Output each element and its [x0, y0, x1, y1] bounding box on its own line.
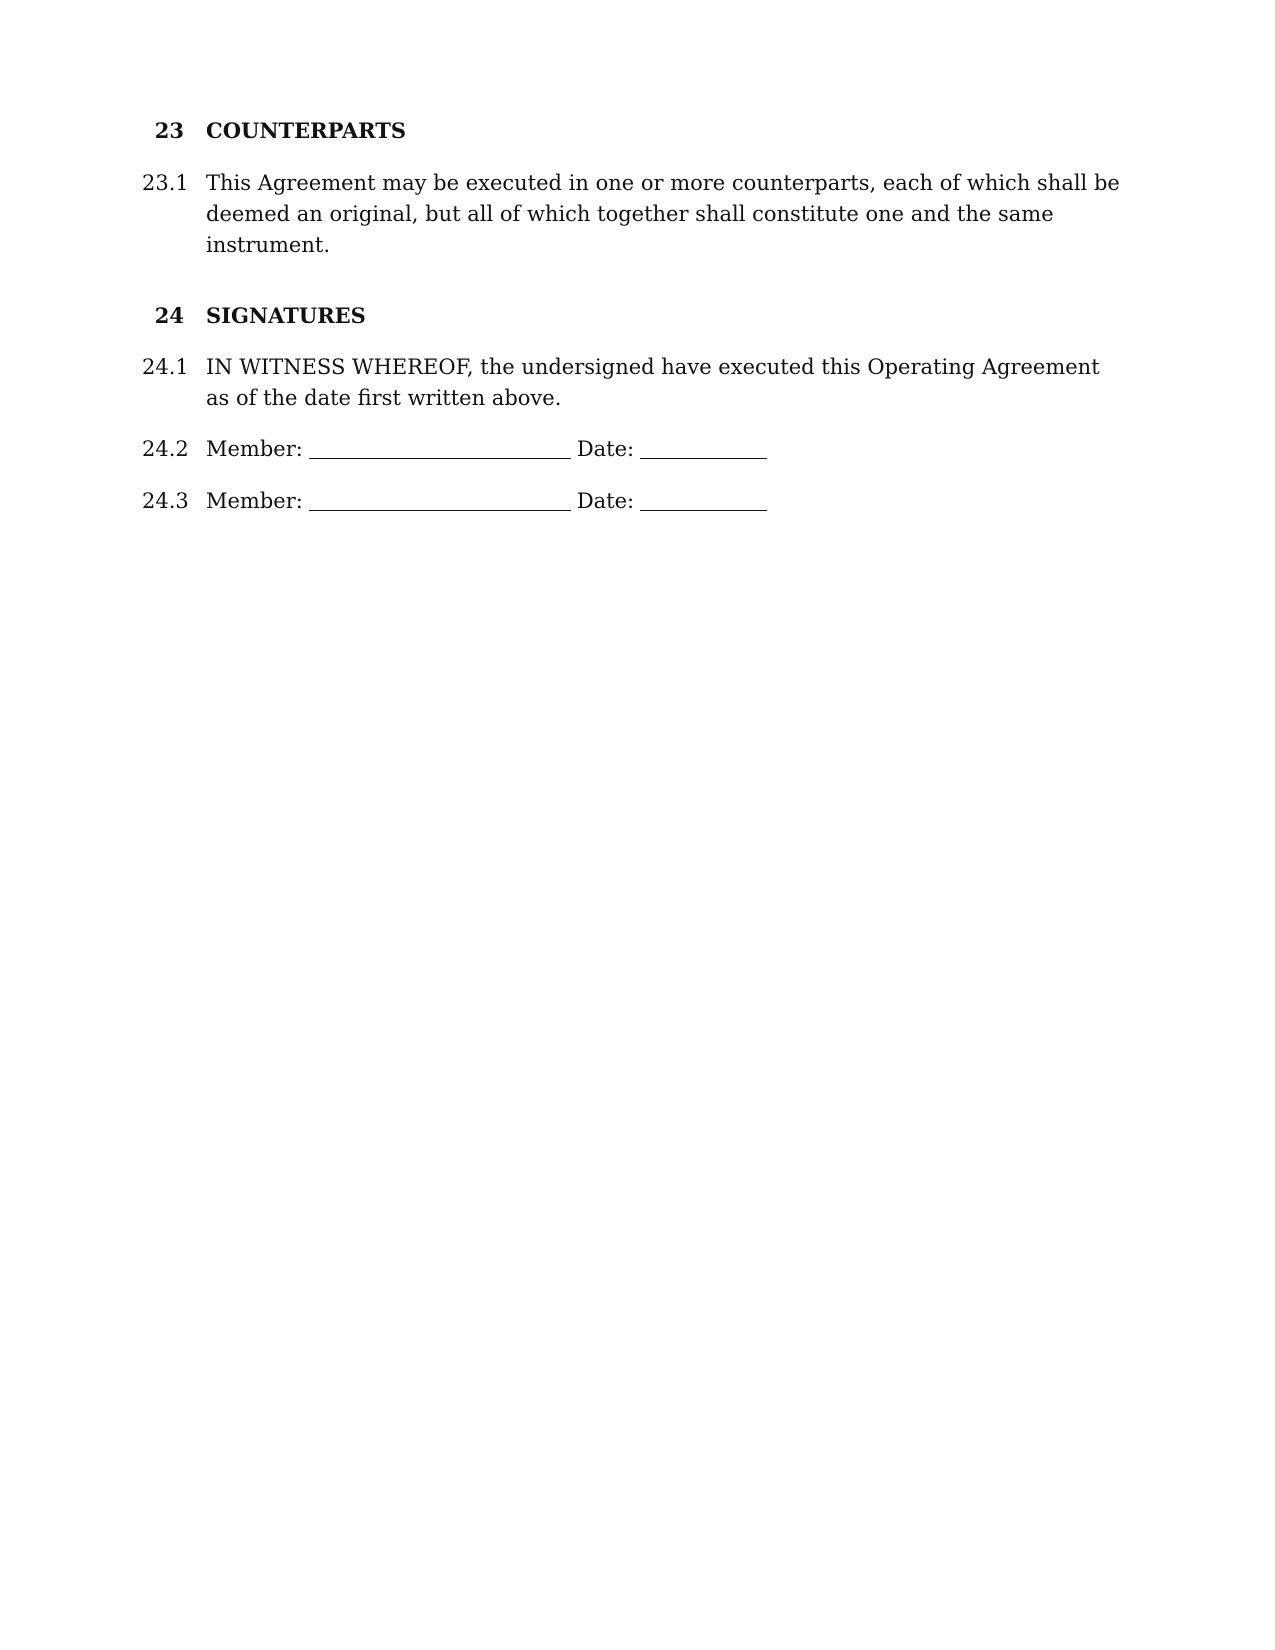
- member-signature-blank[interactable]: [309, 438, 571, 459]
- member-signature-blank[interactable]: [309, 490, 571, 511]
- clause-text: This Agreement may be executed in one or more counterparts, each of which shall be deemed an original, but all of which together shall constitute one and the same instrument.: [206, 171, 1120, 257]
- date-label: Date:: [576, 437, 635, 461]
- signature-fields: [206, 486, 773, 517]
- date-label: Date:: [576, 489, 635, 513]
- section-title: SIGNATURES: [206, 303, 366, 328]
- clause-number: 24.1: [142, 355, 189, 379]
- clause-number: 24.2: [142, 437, 189, 461]
- section-number: 24: [154, 303, 184, 328]
- member-label: Member:: [206, 437, 303, 461]
- signature-fields: [206, 434, 773, 465]
- section-title: COUNTERPARTS: [206, 118, 407, 143]
- date-blank[interactable]: [640, 438, 767, 459]
- section-number: 23: [154, 118, 184, 143]
- date-blank[interactable]: [640, 490, 767, 511]
- member-label: Member:: [206, 489, 303, 513]
- clause-number: 23.1: [142, 171, 189, 195]
- clause-number: 24.3: [142, 489, 189, 513]
- clause-text: IN WITNESS WHEREOF, the undersigned have executed this Operating Agreement as of the date first written above.: [206, 355, 1100, 410]
